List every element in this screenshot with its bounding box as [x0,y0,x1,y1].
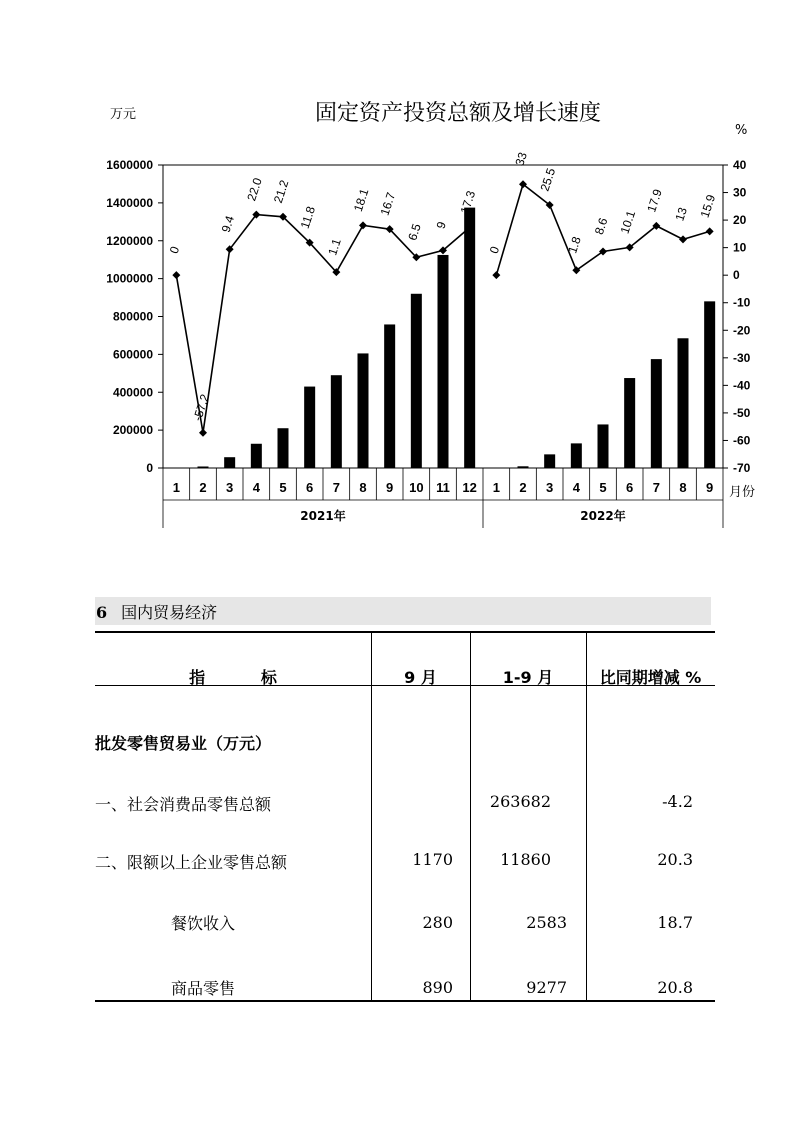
table-cell-ytd: 2583 [526,913,567,932]
month-tick-labels [173,480,714,495]
month-tick-label: 4 [252,480,260,495]
table-category: 批发零售贸易业（万元） [95,734,272,753]
investment-bar [411,294,422,468]
growth-data-label: 25.5 [537,166,559,193]
growth-data-label: 9 [433,219,449,231]
right-axis-ticks [723,158,751,475]
month-tick-label: 9 [386,480,394,495]
trade-table [95,631,715,1002]
growth-point [679,235,687,243]
growth-data-label: 13 [672,205,690,223]
table-cell-ytd: 263682 [489,792,551,811]
year-labels [300,508,625,523]
table-cell-yoy: 20.3 [657,850,693,869]
left-tick-label: 200000 [112,423,153,438]
investment-bar [704,301,715,468]
right-tick-label: -70 [733,461,751,475]
investment-bar [198,466,209,468]
table-row-label: 二、限额以上企业零售总额 [95,853,288,872]
investment-bar [518,466,529,468]
growth-data-label: 9.4 [218,213,238,235]
investment-bar [438,255,449,468]
table-cell-month: 1170 [412,850,453,869]
year-label: 2021年 [300,509,346,523]
year-label: 2022年 [580,509,626,523]
growth-data-label: 17.3 [457,189,479,216]
growth-data-label: 11.8 [297,204,318,231]
table-top-rule [95,631,715,633]
table-bottom-rule [95,1000,715,1002]
chart-title: 固定资产投资总额及增长速度 [314,101,602,126]
month-tick-label: 10 [409,480,424,495]
month-tick-label: 6 [306,480,314,495]
right-tick-label: -40 [733,378,751,393]
left-tick-label: 1400000 [106,195,153,210]
growth-data-label: -57.2 [190,392,213,423]
right-tick-label: -10 [733,295,751,310]
investment-bar [278,428,289,468]
growth-point [492,271,500,279]
right-tick-label: 10 [733,240,747,255]
growth-data-label: 0 [166,244,183,256]
left-axis-unit: 万元 [110,107,137,122]
growth-data-label: 6.5 [405,221,424,243]
growth-data-label: 16.7 [377,190,399,218]
header-ytd: 1-9 月 [502,668,554,687]
right-tick-label: 20 [733,213,747,228]
section-title: 国内贸易经济 [121,603,218,622]
table-cell-yoy: -4.2 [662,792,693,811]
left-tick-label: 600000 [112,347,153,362]
table-row-label: 商品零售 [171,979,236,998]
growth-point [172,271,180,279]
growth-data-label: 22.0 [244,176,265,203]
growth-data-label: 33 [512,150,530,168]
left-tick-label: 1200000 [106,233,153,248]
month-tick-label: 5 [279,480,287,495]
growth-line [176,215,469,433]
growth-data-label: 1.8 [565,234,584,256]
section-number: 6 [96,603,108,622]
table-cell-month: 890 [422,978,453,997]
growth-data-label: 1.1 [325,236,344,258]
right-tick-label: -30 [733,350,751,365]
month-tick-label: 2 [519,480,527,495]
investment-bar [651,359,662,468]
investment-bar [304,387,315,468]
table-row-label: 一、社会消费品零售总额 [95,795,272,814]
x-axis-lines [163,468,723,528]
bar-series [198,208,716,468]
investment-bar [358,353,369,468]
investment-bar [624,378,635,468]
left-axis-ticks [106,158,163,475]
investment-bar [678,338,689,468]
month-tick-label: 7 [332,480,340,495]
month-tick-label: 1 [492,480,500,495]
growth-point [359,221,367,229]
table-cell-ytd: 11860 [500,850,551,869]
header-yoy: 比同期增减 % [599,668,702,687]
month-tick-label: 5 [599,480,607,495]
investment-bar [571,443,582,468]
month-tick-label: 2 [199,480,207,495]
right-tick-label: 40 [733,158,747,172]
investment-bar [544,454,555,468]
left-tick-label: 1600000 [106,158,153,172]
month-tick-label: 3 [546,480,554,495]
table-cell-yoy: 20.8 [657,978,693,997]
growth-data-label: 18.1 [350,186,372,214]
right-tick-label: 30 [733,185,747,200]
growth-data-label: 21.2 [270,178,292,205]
left-tick-label: 0 [146,461,153,475]
month-tick-label: 6 [626,480,634,495]
growth-data-label: 0 [486,244,503,256]
investment-bar [384,324,395,468]
month-tick-label: 4 [572,480,580,495]
right-tick-label: -20 [733,323,751,338]
month-tick-label: 7 [652,480,660,495]
growth-data-label: 15.9 [697,192,719,220]
table-cell-month: 280 [422,913,453,932]
investment-bar [598,424,609,468]
table-cell-yoy: 18.7 [657,913,693,932]
growth-data-label: 17.9 [644,187,665,214]
right-axis-unit: % [735,123,748,138]
header-month: 9 月 [404,668,437,687]
growth-point [199,429,207,437]
investment-bar [464,208,475,468]
growth-data-label: 8.6 [591,216,611,237]
right-tick-label: -60 [733,433,751,448]
right-tick-label: 0 [733,268,740,283]
month-tick-label: 8 [679,480,687,495]
month-tick-label: 1 [172,480,180,495]
left-tick-label: 800000 [112,309,153,324]
investment-chart [0,0,793,540]
investment-bar [251,444,262,468]
table-cell-ytd: 9277 [526,978,567,997]
left-tick-label: 1000000 [106,271,153,286]
table-row-label: 餐饮收入 [171,914,236,933]
investment-bar [331,375,342,468]
header-indicator: 指 标 [189,668,277,687]
section-header [96,600,217,623]
investment-bar [224,457,235,468]
month-tick-label: 3 [226,480,234,495]
right-tick-label: -50 [733,405,751,420]
x-axis-unit: 月份 [729,485,756,500]
month-tick-label: 11 [436,480,450,495]
month-tick-label: 8 [359,480,367,495]
growth-data-label: 10.1 [617,208,639,236]
month-tick-label: 12 [462,480,477,495]
growth-point [706,227,714,235]
left-tick-label: 400000 [112,385,153,400]
month-tick-label: 9 [706,480,714,495]
